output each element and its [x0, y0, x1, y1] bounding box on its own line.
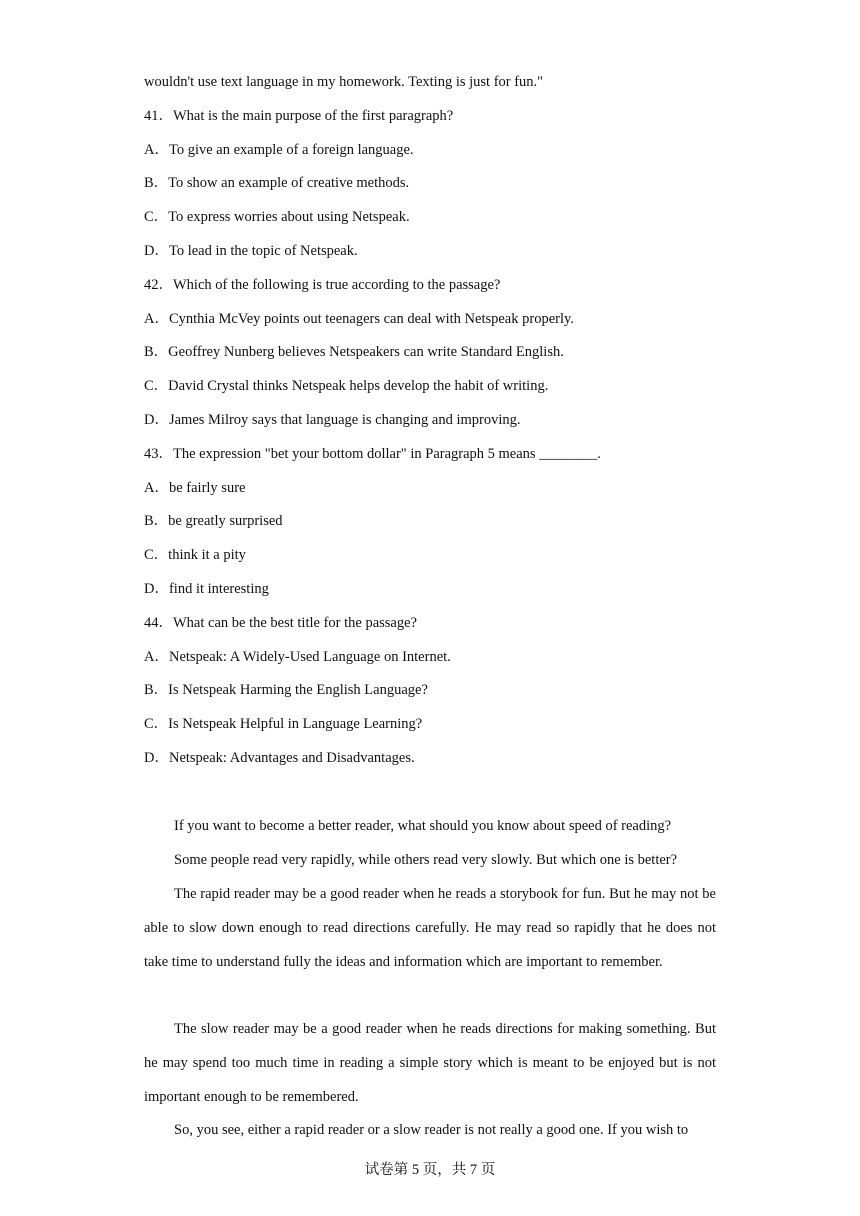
- question-44-option-b: B．Is Netspeak Harming the English Language?: [144, 682, 428, 698]
- question-41-option-a: A．To give an example of a foreign language.: [144, 142, 414, 158]
- question-42-option-a: A．Cynthia McVey points out teenagers can deal with Netspeak properly.: [144, 311, 574, 327]
- passage-paragraph-5: So, you see, either a rapid reader or a slow reader is not really a good one. If you wish to: [174, 1122, 689, 1138]
- continued-text-line: wouldn't use text language in my homework. Texting is just for fun.": [144, 74, 544, 90]
- question-44-option-a: A．Netspeak: A Widely-Used Language on Internet.: [144, 649, 451, 665]
- question-42-stem: 42．Which of the following is true according to the passage?: [144, 277, 501, 293]
- question-42-option-d: D．James Milroy says that language is changing and improving.: [144, 412, 521, 428]
- question-43-option-c: C．think it a pity: [144, 547, 246, 563]
- question-42-option-c: C．David Crystal thinks Netspeak helps develop the habit of writing.: [144, 378, 549, 394]
- page-footer: 试卷第 5 页，共 7 页: [364, 1162, 496, 1178]
- question-41-option-c: C．To express worries about using Netspeak.: [144, 209, 410, 225]
- passage-paragraph-1: If you want to become a better reader, what should you know about speed of reading?: [174, 818, 672, 834]
- question-41-option-d: D．To lead in the topic of Netspeak.: [144, 243, 358, 259]
- question-44-option-d: D．Netspeak: Advantages and Disadvantages.: [144, 750, 415, 766]
- question-43-option-d: D．find it interesting: [144, 581, 269, 597]
- passage-paragraph-3: The rapid reader may be a good reader when he reads a storybook for fun. But he may not be able to slow down enough to read directions carefully. He may read so rapidly that he does not take time to understand fully the ideas and information which are important to remember.: [144, 886, 716, 970]
- question-44-stem: 44．What can be the best title for the passage?: [144, 615, 417, 631]
- question-43-stem: 43．The expression "bet your bottom dollar" in Paragraph 5 means ________.: [144, 446, 601, 462]
- question-43-option-b: B．be greatly surprised: [144, 513, 283, 529]
- question-42-option-b: B．Geoffrey Nunberg believes Netspeakers can write Standard English.: [144, 344, 564, 360]
- question-43-option-a: A．be fairly sure: [144, 480, 246, 496]
- question-41-option-b: B．To show an example of creative methods.: [144, 175, 410, 191]
- passage-paragraph-2: Some people read very rapidly, while others read very slowly. But which one is better?: [174, 852, 678, 868]
- question-41-stem: 41．What is the main purpose of the first paragraph?: [144, 108, 454, 124]
- passage-paragraph-4: The slow reader may be a good reader when he reads directions for making something. But he may spend too much time in reading a simple story which is meant to be enjoyed but is not important enough to be remembered.: [144, 1021, 716, 1105]
- question-44-option-c: C．Is Netspeak Helpful in Language Learning?: [144, 716, 423, 732]
